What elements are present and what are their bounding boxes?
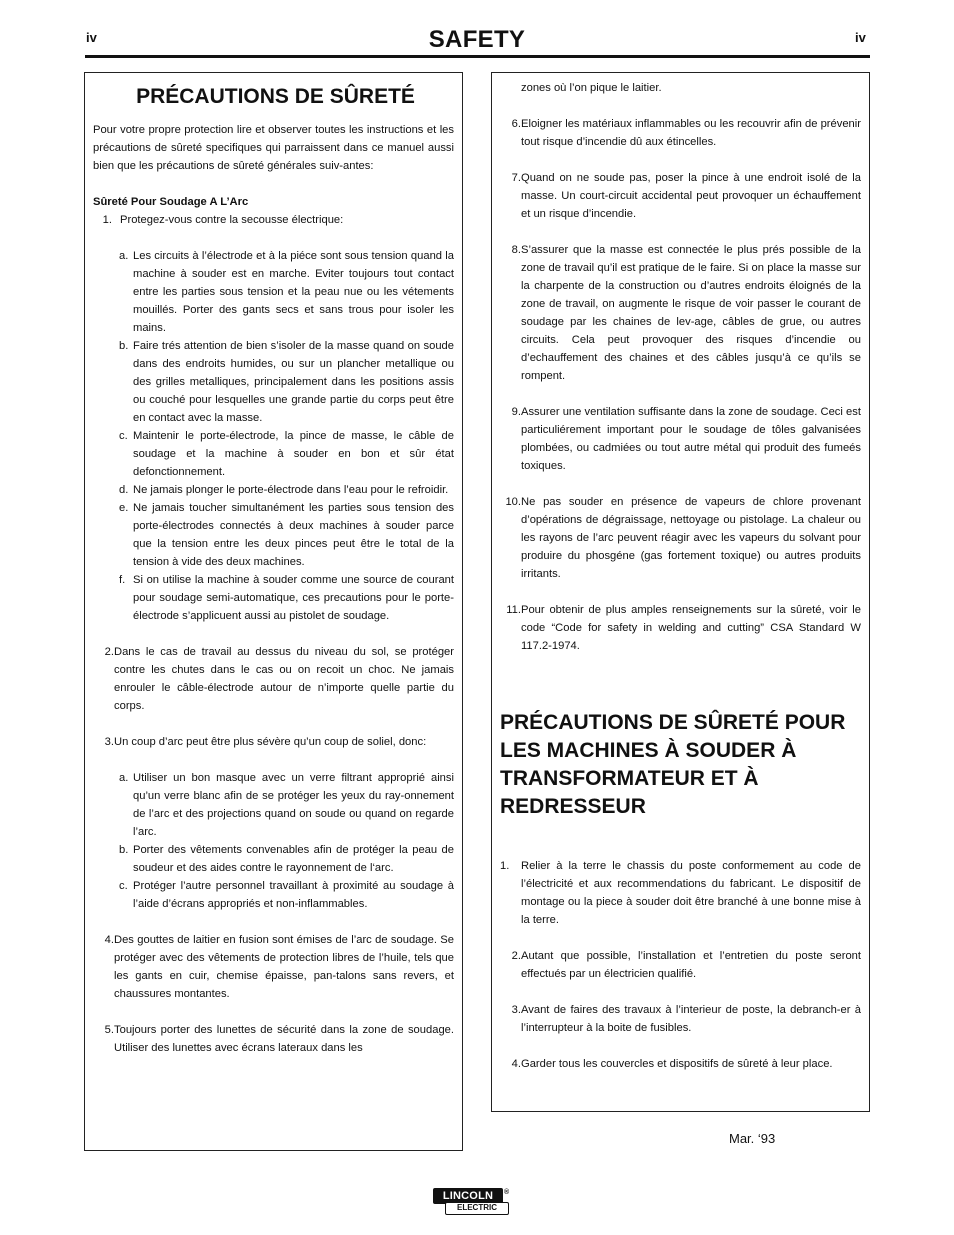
list-item-text: Protegez-vous contre la secousse électrique:: [120, 214, 344, 226]
sub-item-text: Maintenir le porte-électrode, la pince de masse, le câble de soudage et la machine à souder en bon et sûr état defonctionnement.: [133, 430, 454, 478]
transformer-item-4: [500, 1055, 861, 1073]
sub-item-text: Ne jamais toucher simultanément les parties sous tension des porte-électrodes connectés à deux machines à souder parce que la tension entre les deux pinces peut être le total de la tension à vide des deux machines.: [133, 502, 454, 568]
sub-item-letter: a.: [119, 250, 129, 262]
list-item-text: Pour obtenir de plus amples renseignements sur la sûreté, voir le code “Code for safety in welding and cutting” CSA Standard W 117.2-1974.: [521, 604, 861, 652]
section-title-precautions: PRÉCAUTIONS DE SÛRETÉ: [136, 85, 415, 108]
list-item-number: 3.: [104, 736, 114, 748]
sub-item-letter: a.: [119, 772, 129, 784]
lincoln-electric-logo: [433, 1188, 511, 1216]
list-item-text: Des gouttes de laitier en fusion sont émises de l’arc de soudage. Se protéger avec des vêtements de protection libres de l’huile, tels que les gants en cuir, chemise épaisse, pan-talons sans revers, et chaussures montantes.: [114, 934, 454, 1000]
sub-item-letter: b.: [119, 844, 129, 856]
sub-item-letter: b.: [119, 340, 129, 352]
list-item-number: 6.: [511, 118, 521, 130]
sub-item-text: Ne jamais plonger le porte-électrode dans l’eau pour le refroidir.: [133, 484, 449, 496]
page-number-right: iv: [855, 30, 866, 45]
logo-top-text: LINCOLN: [433, 1188, 503, 1204]
sub-item-text: Les circuits à l’électrode et à la piéce sont sous tension quand la machine à souder est en marche. Eviter toujours tout contact entre les parties sous tension et la peau nue ou les vétements mouillés. Porter des gants secs et sans trous pour isoler les mains.: [133, 250, 454, 334]
sub-item-letter: c.: [119, 880, 128, 892]
sub-item-letter: c.: [119, 430, 128, 442]
transformer-item-2: [500, 947, 861, 983]
list-item-3: [93, 733, 454, 751]
list-item-4: [93, 931, 454, 1003]
sub-item-text: Porter des vêtements convenables afin de protéger la peau de soudeur et des aides contre le rayonnement de l‘arc.: [133, 844, 454, 874]
sub-item-text: Si on utilise la machine à souder comme une source de courant pour soudage semi-automatique, ces precautions pour le porte-électrode s’applicuent aussi au pistolet de soudage.: [133, 574, 454, 622]
list-item-9: [500, 403, 861, 475]
list-item-text: Toujours porter des lunettes de sécurité dans la zone de soudage. Utiliser des lunettes avec écrans lateraux dans les: [114, 1024, 454, 1054]
section-title-transformer: PRÉCAUTIONS DE SÛRETÉ POUR LES MACHINES À SOUDER À TRANSFORMATEUR ET À REDRESSEUR: [500, 711, 846, 818]
list-item-number: 1.: [500, 860, 510, 872]
list-item-8: [500, 241, 861, 385]
list-item-number: 4.: [511, 1058, 521, 1070]
list-item-text: Assurer une ventilation suffisante dans la zone de soudage. Ceci est particuliérement important pour le soudage de tôles galvanisées plombées, ou cadmiées ou tout autre métal qui produit des fumeés toxiques.: [521, 406, 861, 472]
page-title: SAFETY: [428, 26, 526, 53]
sub-item-text: Utiliser un bon masque avec un verre filtrant approprié ainsi qu’un verre blanc afin de se protéger les yeux du ray-onnement de l’arc et des projections quand on soude ou quand on regarde l’arc.: [133, 772, 454, 838]
sub-item-3c: [93, 877, 454, 913]
revision-date: Mar. ‘93: [729, 1131, 776, 1146]
sub-item-letter: d.: [119, 484, 129, 496]
sub-item-letter: f.: [119, 574, 126, 586]
list-item-text: Relier à la terre le chassis du poste conformement au code de l’électricité et aux recommendations du fabricant. Le dispositif de montage ou la piece à souder doit être branché à une bonne mise à la terre.: [521, 860, 861, 926]
subhead-arc-welding: Sûreté Pour Soudage A L’Arc: [93, 196, 249, 208]
list-item-text: Un coup d’arc peut être plus sévère qu’un coup de soliel, donc:: [114, 736, 427, 748]
list-item-number: 9.: [511, 406, 521, 418]
list-item-number: 8.: [511, 244, 521, 256]
sub-item-letter: e.: [119, 502, 129, 514]
transformer-item-3: [500, 1001, 861, 1037]
list-item-5-continuation: [500, 79, 861, 97]
sub-item-1c: [93, 427, 454, 481]
list-item-5: [93, 1021, 454, 1057]
sub-item-1d: [93, 481, 454, 499]
list-item-7: [500, 169, 861, 223]
intro-paragraph: Pour votre propre protection lire et observer toutes les instructions et les précautions de sûreté specifiques qui parraissent dans ce manuel aussi bien que les précautions de sûreté générales suiv-antes:: [93, 124, 454, 172]
list-item-text: Ne pas souder en présence de vapeurs de chlore provenant d’opérations de dégraissage, nettoyage ou pistolage. La chaleur ou les rayons de l’arc peuvent réagir avec les vapeurs du solvant pour produire du phosgéne (gas fortement toxique) ou autres produits irritants.: [521, 496, 861, 580]
list-item-text: Avant de faires des travaux à l’interieur de poste, la debranch-er à l’interrupteur à la boite de fusibles.: [521, 1004, 861, 1034]
list-item-text: Quand on ne soude pas, poser la pince à une endroit isolé de la masse. Un court-circuit accidental peut provoquer un échauffement et un risque d’incendie.: [521, 172, 861, 220]
transformer-item-1: [500, 857, 861, 929]
list-item-text: Garder tous les couvercles et dispositifs de sûreté à leur place.: [521, 1058, 833, 1070]
list-item-number: 7.: [511, 172, 521, 184]
list-item-number: 4.: [104, 934, 114, 946]
list-item-text: Dans le cas de travail au dessus du niveau du sol, se protéger contre les chutes dans le cas ou on recoit un choc. Ne jamais enrouler le câble-électrode autour de n’importe quelle partie du corps.: [114, 646, 454, 712]
list-item-number: 11.: [506, 604, 521, 616]
sub-item-text: Protéger l’autre personnel travaillant à proximité au soudage à l’aide d’écrans appropriés et non-inflammables.: [133, 880, 454, 910]
sub-item-1b: [93, 337, 454, 427]
sub-item-1a: [93, 247, 454, 337]
header-rule: [85, 55, 870, 58]
sub-item-1f: [93, 571, 454, 625]
registered-mark: ®: [504, 1189, 510, 1196]
list-item-number: 10.: [505, 496, 521, 508]
sub-item-3b: [93, 841, 454, 877]
sub-item-3a: [93, 769, 454, 841]
right-column-box: [491, 72, 870, 1112]
list-item-number: 2.: [511, 950, 521, 962]
list-item-10: [500, 493, 861, 583]
sub-item-text: Faire trés attention de bien s’isoler de la masse quand on soude dans des endroits humides, ou sur un plancher metallique ou des grilles metalliques, principalement dans les positions assis ou couché pour lesquelles une grande partie du corps peut être en contact avec la masse.: [133, 340, 454, 424]
sub-item-1e: [93, 499, 454, 571]
list-item-1: [93, 211, 454, 229]
list-item-text: S’assurer que la masse est connectée le plus prés possible de la zone de travail qu’il est pratique de le faire. Si on place la masse sur la charpente de la construction ou d’autres endroits éloignés de la zone de travail, on augmente le risque de voir passer le courant de soudage par les chaines de lev-age, câbles de grue, ou autres circuits. Cela peut provoquer des risques d’incendie ou d’echauffement des chaines et des câbles jusqu’à ce qu’ils se rompent.: [521, 244, 861, 382]
logo-bottom-text: ELECTRIC: [445, 1202, 509, 1215]
list-item-number: 3.: [511, 1004, 521, 1016]
list-item-11: [500, 601, 861, 655]
list-item-text: zones où l’on pique le laitier.: [521, 82, 662, 94]
list-item-text: Autant que possible, l’installation et l’entretien du poste seront effectués par un électricien qualifié.: [521, 950, 861, 980]
left-column-box: [84, 72, 463, 1151]
list-item-number: 1.: [102, 214, 112, 226]
list-item-6: [500, 115, 861, 151]
page-number-left: iv: [86, 30, 97, 45]
list-item-text: Eloigner les matériaux inflammables ou les recouvrir afin de prévenir tout risque d’incendie dû aux étincelles.: [521, 118, 861, 148]
list-item-number: 2.: [104, 646, 114, 658]
list-item-2: [93, 643, 454, 715]
list-item-number: 5.: [104, 1024, 114, 1036]
